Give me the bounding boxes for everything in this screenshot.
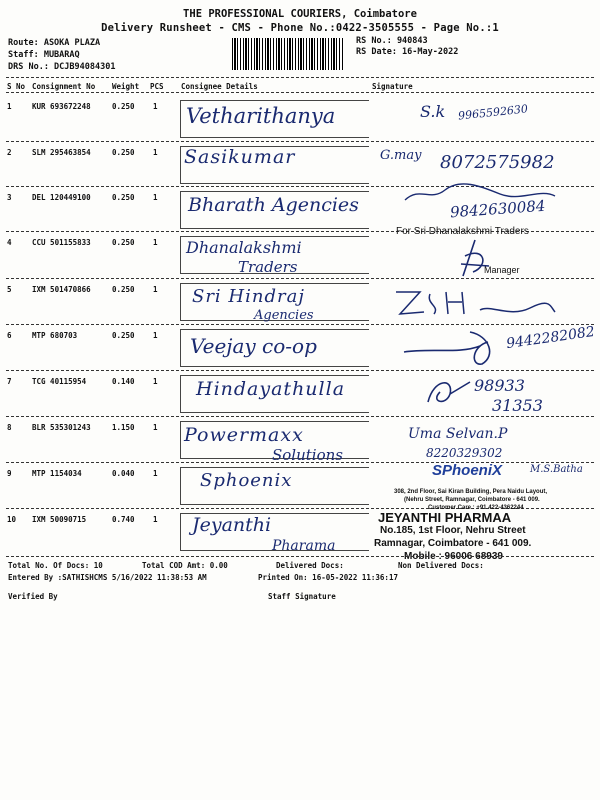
route: Route: ASOKA PLAZA bbox=[8, 38, 101, 48]
row-10-consignment: IXM 50090715 bbox=[32, 515, 87, 524]
rs-date: RS Date: 16-May-2022 bbox=[356, 47, 459, 57]
dhanalakshmi-stamp: For Sri Dhanalakshmi Traders bbox=[396, 226, 529, 237]
col-signature: Signature bbox=[372, 82, 413, 91]
row-7-consignment: TCG 40115954 bbox=[32, 377, 87, 386]
row-9-sno: 9 bbox=[7, 469, 12, 478]
sphoenix-address-3: Customer Care : +91 422-4362244 bbox=[428, 505, 524, 511]
row-6-weight: 0.250 bbox=[112, 331, 135, 340]
row-6-phone: 9442282082 bbox=[505, 323, 596, 353]
barcode bbox=[232, 38, 344, 70]
row-divider bbox=[6, 370, 594, 371]
company-title: THE PROFESSIONAL COURIERS, Coimbatore bbox=[183, 8, 417, 20]
col-consignment: Consignment No bbox=[32, 82, 96, 91]
row-9-consignment: MTP 1154034 bbox=[32, 469, 82, 478]
row-10-weight: 0.740 bbox=[112, 515, 135, 524]
row-2-phone: 8072575982 bbox=[440, 152, 555, 173]
row-4-consignee-line2: Traders bbox=[238, 258, 298, 276]
row-3-signature-scribble bbox=[400, 182, 560, 206]
row-4-consignee: Dhanalakshmi bbox=[186, 238, 302, 257]
row-7-weight: 0.140 bbox=[112, 377, 135, 386]
total-docs: Total No. Of Docs: 10 bbox=[8, 561, 103, 570]
col-consignee: Consignee Details bbox=[181, 82, 258, 91]
col-sno: S No bbox=[7, 82, 26, 91]
row-6-sno: 6 bbox=[7, 331, 12, 340]
jeyanthi-stamp-mobile: Mobile : 96006 68939 bbox=[404, 551, 503, 562]
runsheet-title: Delivery Runsheet - CMS - Phone No.:0422-3505555 - Page No.:1 bbox=[101, 22, 499, 34]
jeyanthi-stamp-name: JEYANTHI PHARMAA bbox=[378, 510, 512, 525]
row-10-pcs: 1 bbox=[153, 515, 158, 524]
row-8-sno: 8 bbox=[7, 423, 12, 432]
row-8-consignee: Powermaxx bbox=[184, 424, 304, 446]
rs-number: RS No.: 940843 bbox=[356, 36, 428, 46]
row-6-consignee: Veejay co-op bbox=[190, 334, 317, 358]
row-10-sno: 10 bbox=[7, 515, 17, 524]
row-5-consignee-line2: Agencies bbox=[254, 308, 314, 323]
divider bbox=[6, 77, 594, 78]
sphoenix-address-2: (Nehru Street, Ramnagar, Coimbatore - 641 009. bbox=[404, 497, 540, 503]
row-9-consignee: Sphoenix bbox=[200, 470, 293, 491]
row-5-sno: 5 bbox=[7, 285, 12, 294]
row-8-signature: Uma Selvan.P bbox=[408, 426, 508, 442]
row-2-consignment: SLM 295463854 bbox=[32, 148, 91, 157]
row-2-consignee: Sasikumar bbox=[184, 146, 296, 168]
sphoenix-address-1: 308, 2nd Floor, Sai Kiran Building, Pera Naidu Layout, bbox=[394, 489, 548, 495]
row-3-pcs: 1 bbox=[153, 193, 158, 202]
row-9-weight: 0.040 bbox=[112, 469, 135, 478]
row-2-signature: G.may bbox=[380, 148, 422, 163]
jeyanthi-stamp-address-1: No.185, 1st Floor, Nehru Street bbox=[380, 525, 526, 536]
row-3-phone: 9842630084 bbox=[449, 196, 546, 222]
col-weight: Weight bbox=[112, 82, 140, 91]
row-9-pcs: 1 bbox=[153, 469, 158, 478]
row-1-consignee: Vetharithanya bbox=[186, 104, 336, 128]
row-8-consignment: BLR 535301243 bbox=[32, 423, 91, 432]
row-divider bbox=[6, 278, 594, 279]
row-divider bbox=[6, 141, 594, 142]
non-delivered-docs: Non Delivered Docs: bbox=[398, 561, 484, 570]
row-4-weight: 0.250 bbox=[112, 238, 135, 247]
row-5-consignment: IXM 501470866 bbox=[32, 285, 91, 294]
row-2-sno: 2 bbox=[7, 148, 12, 157]
row-divider bbox=[6, 416, 594, 417]
divider bbox=[6, 92, 594, 93]
row-8-pcs: 1 bbox=[153, 423, 158, 432]
row-7-sno: 7 bbox=[7, 377, 12, 386]
row-3-consignment: DEL 120449100 bbox=[32, 193, 91, 202]
row-10-consignee-line2: Pharama bbox=[272, 538, 336, 554]
row-1-signature: S.k bbox=[420, 102, 446, 121]
drs-number: DRS No.: DCJB94084301 bbox=[8, 62, 116, 72]
row-7-phone: 98933 bbox=[474, 376, 525, 395]
divider bbox=[6, 556, 594, 557]
row-9-signature: M.S.Batha bbox=[530, 464, 583, 475]
entered-by: Entered By :SATHISHCMS 5/16/2022 11:38:53 AM bbox=[8, 573, 207, 582]
row-1-consignment: KUR 693672248 bbox=[32, 102, 91, 111]
row-10-consignee: Jeyanthi bbox=[192, 514, 272, 536]
row-6-consignment: MTP 680703 bbox=[32, 331, 78, 340]
row-5-pcs: 1 bbox=[153, 285, 158, 294]
row-6-pcs: 1 bbox=[153, 331, 158, 340]
row-4-signature-scribble bbox=[455, 236, 495, 282]
row-7-phone-line2: 31353 bbox=[492, 396, 543, 415]
row-divider bbox=[6, 324, 594, 325]
row-3-sno: 3 bbox=[7, 193, 12, 202]
row-2-pcs: 1 bbox=[153, 148, 158, 157]
row-1-weight: 0.250 bbox=[112, 102, 135, 111]
row-7-pcs: 1 bbox=[153, 377, 158, 386]
row-5-signature-scribble bbox=[390, 284, 560, 324]
row-2-weight: 0.250 bbox=[112, 148, 135, 157]
row-4-consignment: CCU 501155833 bbox=[32, 238, 91, 247]
row-7-signature-scribble bbox=[420, 372, 476, 412]
sphoenix-logo: SPhoeniX bbox=[432, 462, 503, 479]
row-5-weight: 0.250 bbox=[112, 285, 135, 294]
row-4-pcs: 1 bbox=[153, 238, 158, 247]
staff-signature: Staff Signature bbox=[268, 592, 336, 601]
row-3-consignee: Bharath Agencies bbox=[188, 194, 359, 216]
row-1-phone: 9965592630 bbox=[457, 102, 529, 123]
total-cod: Total COD Amt: 0.00 bbox=[142, 561, 228, 570]
row-8-consignee-line2: Solutions bbox=[272, 446, 343, 464]
row-4-signature-role: Manager bbox=[484, 265, 520, 275]
staff: Staff: MUBARAQ bbox=[8, 50, 80, 60]
row-1-sno: 1 bbox=[7, 102, 12, 111]
row-6-signature-scribble bbox=[400, 326, 510, 370]
row-8-weight: 1.150 bbox=[112, 423, 135, 432]
row-1-pcs: 1 bbox=[153, 102, 158, 111]
row-3-weight: 0.250 bbox=[112, 193, 135, 202]
verified-by: Verified By bbox=[8, 592, 58, 601]
jeyanthi-stamp-address-2: Ramnagar, Coimbatore - 641 009. bbox=[374, 538, 532, 549]
row-5-consignee: Sri Hindraj bbox=[192, 286, 305, 307]
col-pcs: PCS bbox=[150, 82, 164, 91]
printed-on: Printed On: 16-05-2022 11:36:17 bbox=[258, 573, 398, 582]
row-8-phone: 8220329302 bbox=[426, 446, 503, 460]
row-7-consignee: Hindayathulla bbox=[196, 378, 346, 400]
row-4-sno: 4 bbox=[7, 238, 12, 247]
delivered-docs: Delivered Docs: bbox=[276, 561, 344, 570]
